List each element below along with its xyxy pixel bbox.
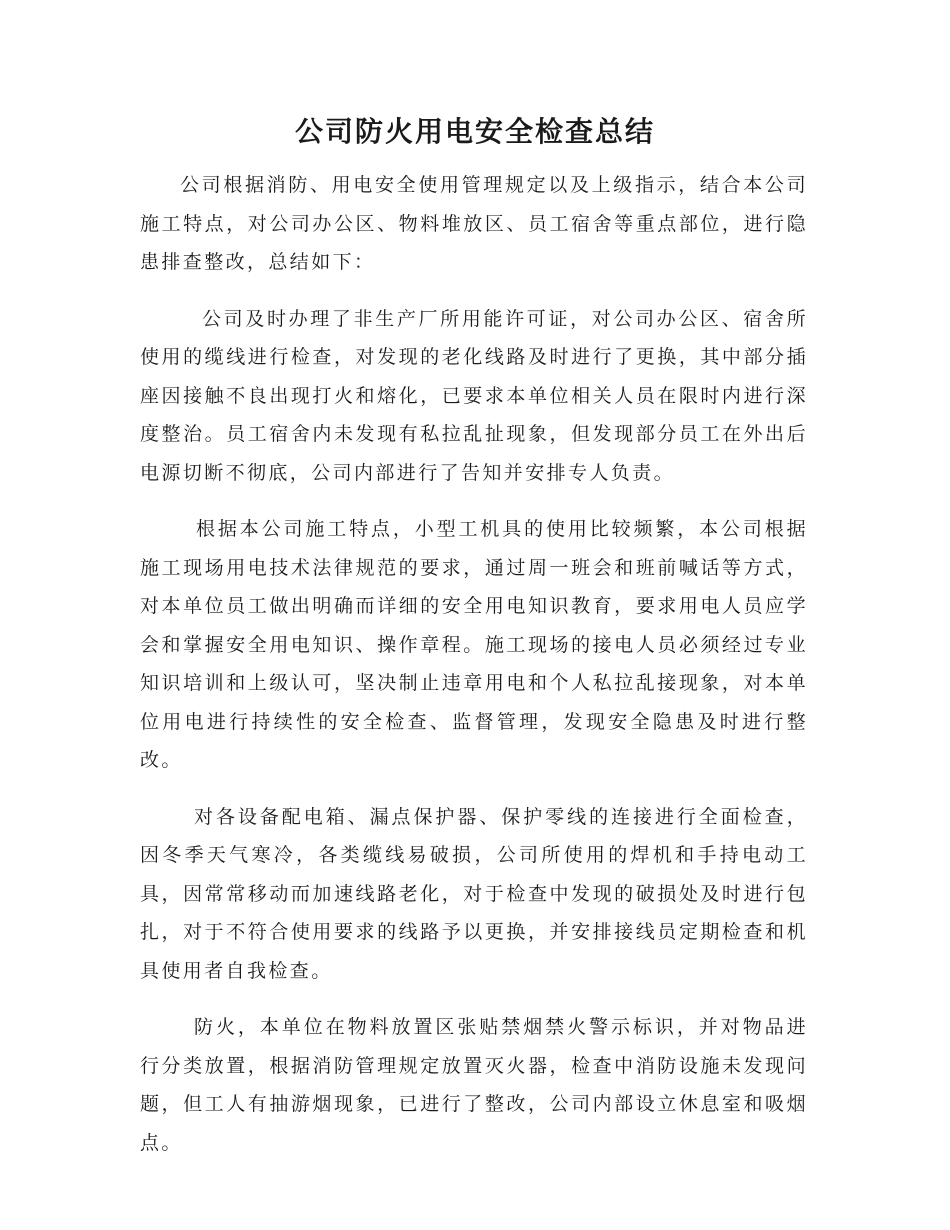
document-body (140, 166, 808, 1180)
document-title: 公司防火用电安全检查总结 (294, 115, 655, 148)
paragraph-fire-prevention: 防火，本单位在物料放置区张贴禁烟禁火警示标识，并对物品进行分类放置，根据消防管理规定放置灭火器，检查中消防设施未发现问题，但工人有抽游烟现象，已进行了整改，公司内部设立休息室和吸烟点。 (140, 1016, 808, 1154)
paragraph-intro: 公司根据消防、用电安全使用管理规定以及上级指示，结合本公司施工特点，对公司办公区、物料堆放区、员工宿舍等重点部位，进行隐患排查整改，总结如下： (140, 174, 808, 273)
paragraph-equipment-check: 对各设备配电箱、漏点保护器、保护零线的连接进行全面检查，因冬季天气寒冷，各类缆线易破损，公司所使用的焊机和手持电动工具，因常常移动而加速线路老化，对于检查中发现的破损处及时进行包扎，对于不符合使用要求的线路予以更换，并安排接线员定期检查和机具使用者自我检查。 (140, 805, 808, 982)
paragraph-wiring-inspection: 公司及时办理了非生产厂所用能许可证，对公司办公区、宿舍所使用的缆线进行检查，对发现的老化线路及时进行了更换，其中部分插座因接触不良出现打火和熔化，已要求本单位相关人员在限时内进行深度整治。员工宿舍内未发现有私拉乱扯现象，但发现部分员工在外出后电源切断不彻底，公司内部进行了告知并安排专人负责。 (140, 307, 808, 484)
paragraph-electrical-training: 根据本公司施工特点，小型工机具的使用比较频繁，本公司根据施工现场用电技术法律规范的要求，通过周一班会和班前喊话等方式，对本单位员工做出明确而详细的安全用电知识教育，要求用电人员应学会和掌握安全用电知识、操作章程。施工现场的接电人员必须经过专业知识培训和上级认可，坚决制止违章用电和个人私拉乱接现象，对本单位用电进行持续性的安全检查、监督管理，发现安全隐患及时进行整改。 (140, 518, 808, 771)
